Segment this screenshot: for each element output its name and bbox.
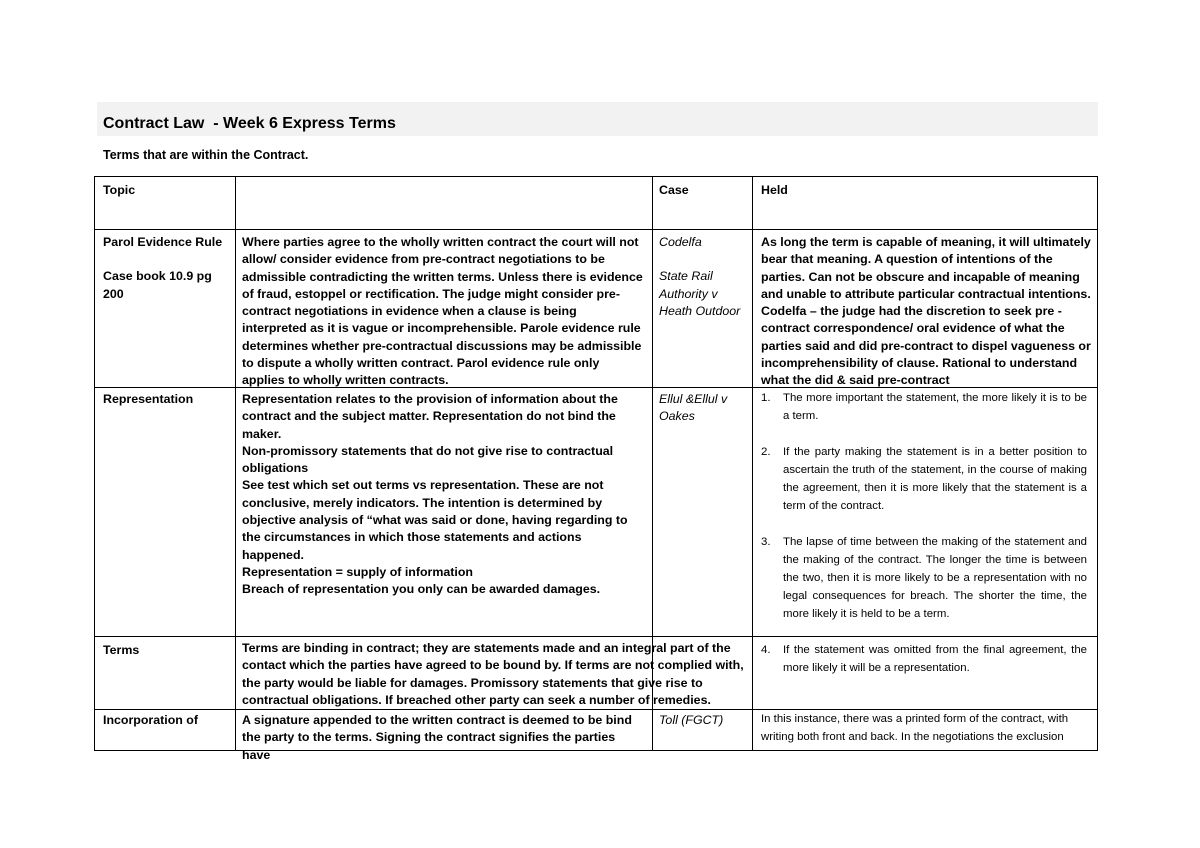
- row-terms-description: Terms are binding in contract; they are statements made and an integral part of the contact which the parties have agreed to be bound by. If terms are not complied with, the party would be liable for damages. Promissory statements that give rise to contractual obligations. If breached other party can seek a number of remedies.: [242, 641, 744, 707]
- page-title: Contract Law - Week 6 Express Terms: [103, 115, 396, 132]
- row-representation-held: [761, 389, 1087, 695]
- terms-table: [94, 176, 1098, 762]
- header-topic: Topic: [103, 183, 136, 197]
- held-list-item: 1. The more important the statement, the more likely it is to be a term.: [761, 392, 1087, 422]
- description-paragraph: Representation relates to the provision of information about the contract and the subject matter. Representation do not bind the maker.: [242, 392, 618, 441]
- held-list-item: 4. If the statement was omitted from the final agreement, the more likely it will be a representation.: [761, 644, 1087, 674]
- header-held: Held: [761, 183, 788, 197]
- description-paragraph: Representation = supply of information: [242, 564, 473, 579]
- row-incorporation-case: Toll (FGCT): [659, 713, 724, 727]
- description-paragraph: Non-promissory statements that do not give rise to contractual obligations: [242, 443, 614, 476]
- topic-line: Case book 10.9 pg 200: [103, 269, 212, 301]
- description-paragraph: Breach of representation you only can be awarded damages.: [242, 582, 601, 597]
- row-parol-description: Where parties agree to the wholly written contract the court will not allow/ consider evidence from pre-contract negotiations to be admissible contradicting the written terms. Unless there is evidence of fraud, estoppel or rectification. The judge might consider pre-contract negotiations in evidence when a clause is being interpreted as it is vague or incomprehensible. Parole evidence rule determines whether pre-contractual discussions may be admissible to dispute a wholly written contract. Parol evidence rule only applies to wholly written contracts.: [242, 235, 643, 388]
- row-incorporation-topic: Incorporation of: [103, 713, 198, 727]
- description-paragraph: See test which set out terms vs representation. These are not conclusive, merely indicators. The intention is determined by objective analysis of “what was said or done, having regarding to the circumstances in which those statements and actions happened.: [242, 478, 628, 562]
- row-representation-topic: Representation: [103, 392, 194, 406]
- held-list-item: 3. The lapse of time between the making of the statement and the making of the contract. The longer the time is between the two, then it is more likely to be a representation with no legal consequences for breach. The shorter the time, the more likely it is held to be a term.: [761, 536, 1087, 620]
- row-divider: [95, 229, 1097, 230]
- row-parol-cases: [659, 234, 741, 320]
- row-incorporation-held: In this instance, there was a printed form of the contract, with writing both front and back. In the negotiations the exclusion: [761, 713, 1069, 743]
- column-divider: [752, 177, 753, 750]
- case-name: Codelfa: [659, 235, 702, 249]
- page-subtitle: Terms that are within the Contract.: [103, 148, 309, 162]
- row-parol-topic: [103, 234, 233, 303]
- held-list-item: 2. If the party making the statement is in a better position to ascertain the truth of the statement, in the course of making the agreement, then it is more likely that the statement is a term of the contract.: [761, 446, 1087, 512]
- column-divider: [235, 177, 236, 750]
- row-incorporation-description: A signature appended to the written contract is deemed to be bind the party to the terms. Signing the contract signifies the parties have: [242, 713, 632, 762]
- row-parol-held: As long the term is capable of meaning, it will ultimately bear that meaning. A question of intentions of the parties. Can not be obscure and incapable of meaning and unable to attribute particular contractual intentions. Codelfa – the judge had the discretion to seek pre -contract correspondence/ oral evidence of what the parties said and did pre-contract to dispel vagueness or incomprehensibility of clause. Rational to understand what the did & said pre-contract: [761, 235, 1091, 388]
- row-representation-case: Ellul &Ellul v Oakes: [659, 392, 728, 424]
- case-name: State Rail Authority v Heath Outdoor: [659, 269, 741, 318]
- header-case: Case: [659, 183, 689, 197]
- held-list: [761, 389, 1087, 695]
- row-terms-topic: Terms: [103, 643, 140, 657]
- row-representation-description: [242, 391, 644, 599]
- topic-line: Parol Evidence Rule: [103, 235, 223, 249]
